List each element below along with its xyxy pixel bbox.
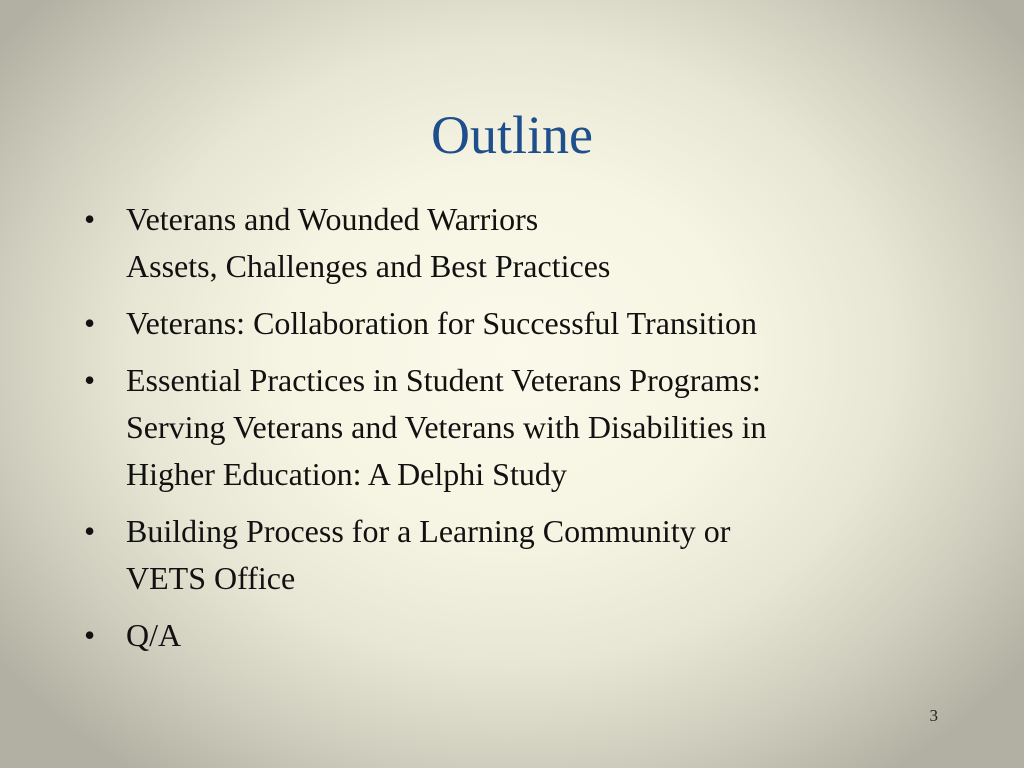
- bullet-dot-icon: •: [84, 617, 96, 653]
- bullet-dot-icon: •: [84, 201, 96, 237]
- bullet-text-line: Veterans: Collaboration for Successful Transition: [126, 305, 758, 341]
- bullet-text-line: Q/A: [126, 617, 182, 653]
- bullet-text-line: Essential Practices in Student Veterans Programs:: [126, 362, 761, 398]
- bullet-item: [84, 300, 964, 347]
- bullet-dot-icon: •: [84, 513, 96, 549]
- bullet-list: [84, 196, 964, 669]
- bullet-item: [84, 196, 964, 290]
- bullet-dot-icon: •: [84, 305, 96, 341]
- page-number: 3: [929, 706, 938, 725]
- bullet-text-line: Assets, Challenges and Best Practices: [126, 248, 611, 284]
- bullet-text-line: VETS Office: [126, 560, 296, 596]
- bullet-item: [84, 508, 964, 602]
- bullet-text-line: Serving Veterans and Veterans with Disabilities in: [126, 409, 767, 445]
- bullet-text-line: Veterans and Wounded Warriors: [126, 201, 539, 237]
- bullet-text-line: Building Process for a Learning Community or: [126, 513, 731, 549]
- bullet-item: [84, 612, 964, 659]
- slide-title: Outline: [431, 105, 593, 165]
- bullet-dot-icon: •: [84, 362, 96, 398]
- bullet-item: [84, 357, 964, 498]
- bullet-text-line: Higher Education: A Delphi Study: [126, 456, 567, 492]
